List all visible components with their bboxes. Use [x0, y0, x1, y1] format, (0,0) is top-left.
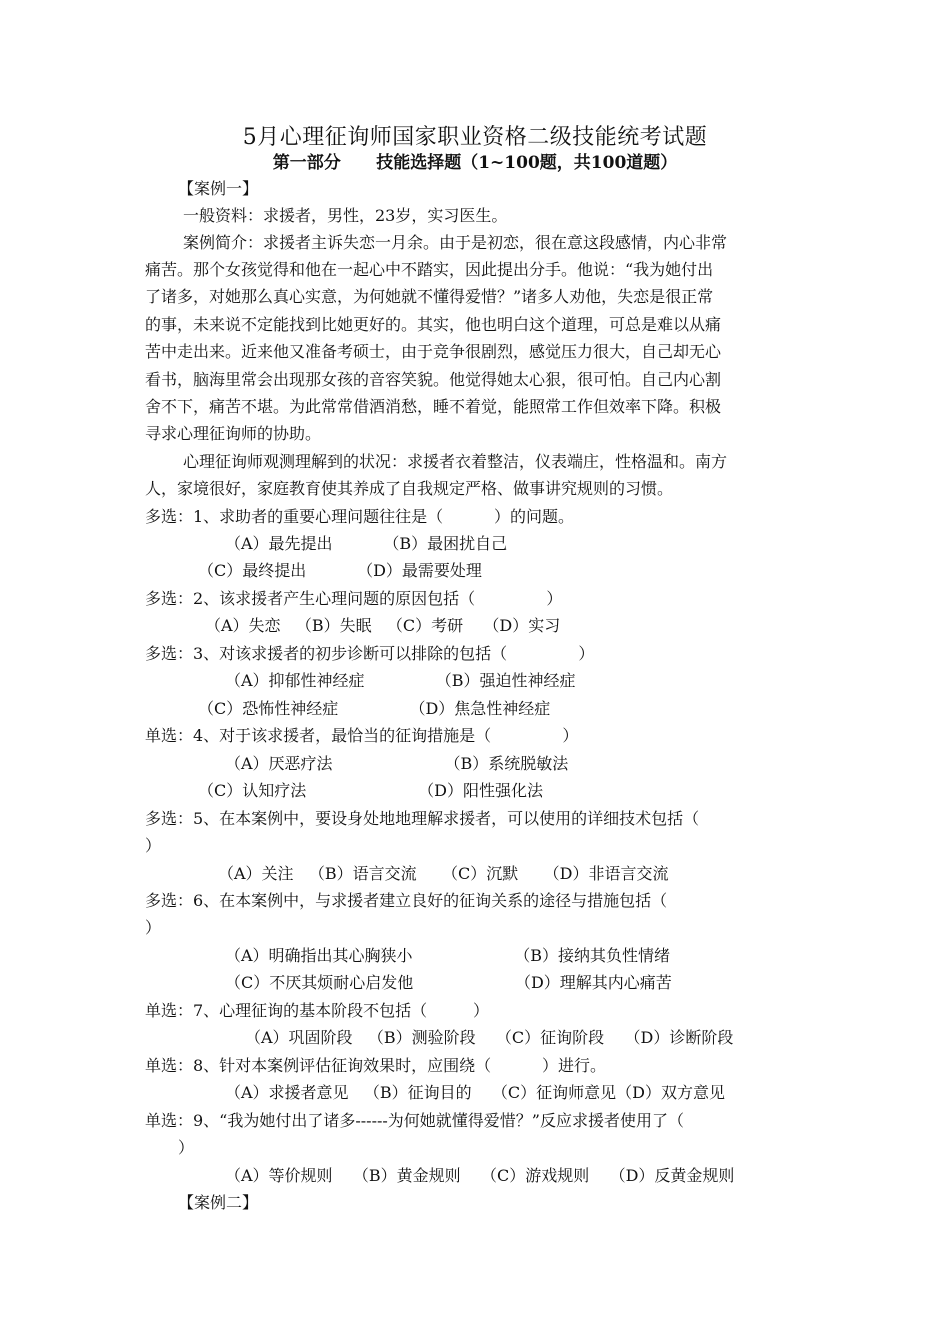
- case-summary-line: 的事，未来说不定能找到比她更好的。其实，他也明白这个道理，可总是难以从痛: [145, 315, 722, 334]
- question-text: 多选：2、该求援者产生心理问题的原因包括（ ）: [145, 589, 563, 608]
- question-text: 多选：1、求助者的重要心理问题往往是（ ）的问题。: [145, 507, 575, 526]
- question-options: （A）抑郁性神经症 （B）强迫性神经症: [225, 671, 576, 690]
- case-summary-line: 痛苦。那个女孩觉得和他在一起心中不踏实，因此提出分手。他说：“我为她付出: [145, 260, 714, 279]
- general-info: 一般资料：求援者，男性，23岁，实习医生。: [183, 206, 508, 225]
- document-title: 5月心理征询师国家职业资格二级技能统考试题: [242, 125, 708, 150]
- section-subtitle: 第一部分 技能选择题（1~100题，共100道题）: [272, 153, 678, 173]
- case-summary-line: 苦中走出来。近来他又准备考硕士，由于竞争很剧烈，感觉压力很大，自己却无心: [145, 342, 722, 361]
- question-text-continued: ）: [178, 1138, 195, 1157]
- question-options: （A）等价规则 （B）黄金规则 （C）游戏规则 （D）反黄金规则: [225, 1166, 735, 1185]
- question-options: （A）求援者意见 （B）征询目的 （C）征询师意见（D）双方意见: [225, 1083, 725, 1102]
- question-text: 单选：9、“我为她付出了诸多------为何她就懂得爱惜？”反应求援者使用了（: [145, 1111, 684, 1130]
- question-options: （C）最终提出 （D）最需要处理: [198, 561, 482, 580]
- question-options: （A）明确指出其心胸狭小 （B）接纳其负性情绪: [225, 946, 671, 965]
- question-text: 单选：7、心理征询的基本阶段不包括（ ）: [145, 1001, 489, 1020]
- question-options: （A）最先提出 （B）最困扰自己: [225, 534, 508, 553]
- question-options: （C）不厌其烦耐心启发他 （D）理解其内心痛苦: [225, 973, 672, 992]
- question-options: （A）巩固阶段 （B）测验阶段 （C）征询阶段 （D）诊断阶段: [245, 1028, 734, 1047]
- question-text: 单选：8、针对本案例评估征询效果时，应围绕（ ）进行。: [145, 1056, 607, 1075]
- question-text-continued: ）: [145, 918, 162, 937]
- question-options: （A）厌恶疗法 （B）系统脱敏法: [225, 754, 569, 773]
- question-options: （A）失恋 （B）失眠 （C）考研 （D）实习: [205, 616, 561, 635]
- case-summary-line: 了诸多，对她那么真心实意，为何她就不懂得爱惜？”诸多人劝他，失恋是很正常: [145, 287, 714, 306]
- case-summary-line: 舍不下，痛苦不堪。为此常常借酒消愁，睡不着觉，能照常工作但效率下降。积极: [145, 397, 722, 416]
- question-options: （A）关注 （B）语言交流 （C）沉默 （D）非语言交流: [218, 864, 669, 883]
- question-text: 多选：6、在本案例中，与求援者建立良好的征询关系的途径与措施包括（: [145, 891, 668, 910]
- observation-line: 人，家境很好，家庭教育使其养成了自我规定严格、做事讲究规则的习惯。: [145, 479, 674, 498]
- question-options: （C）认知疗法 （D）阳性强化法: [198, 781, 543, 800]
- case-summary-line: 看书，脑海里常会出现那女孩的音容笑貌。他觉得她太心狠，很可怕。自己内心割: [145, 370, 722, 389]
- case-summary-line: 寻求心理征询师的协助。: [145, 424, 322, 443]
- question-text-continued: ）: [145, 836, 162, 855]
- observation-line: 心理征询师观测理解到的状况：求援者衣着整洁，仪表端庄，性格温和。南方: [183, 452, 728, 471]
- case-one-label: 【案例一】: [178, 179, 259, 198]
- question-text: 多选：3、对该求援者的初步诊断可以排除的包括（ ）: [145, 644, 595, 663]
- question-text: 单选：4、对于该求援者，最恰当的征询措施是（ ）: [145, 726, 579, 745]
- question-text: 多选：5、在本案例中，要设身处地地理解求援者，可以使用的详细技术包括（: [145, 809, 700, 828]
- case-two-label: 【案例二】: [178, 1193, 259, 1212]
- question-options: （C）恐怖性神经症 （D）焦急性神经症: [198, 699, 551, 718]
- case-summary-line: 案例简介：求援者主诉失恋一月余。由于是初恋，很在意这段感情，内心非常: [183, 233, 728, 252]
